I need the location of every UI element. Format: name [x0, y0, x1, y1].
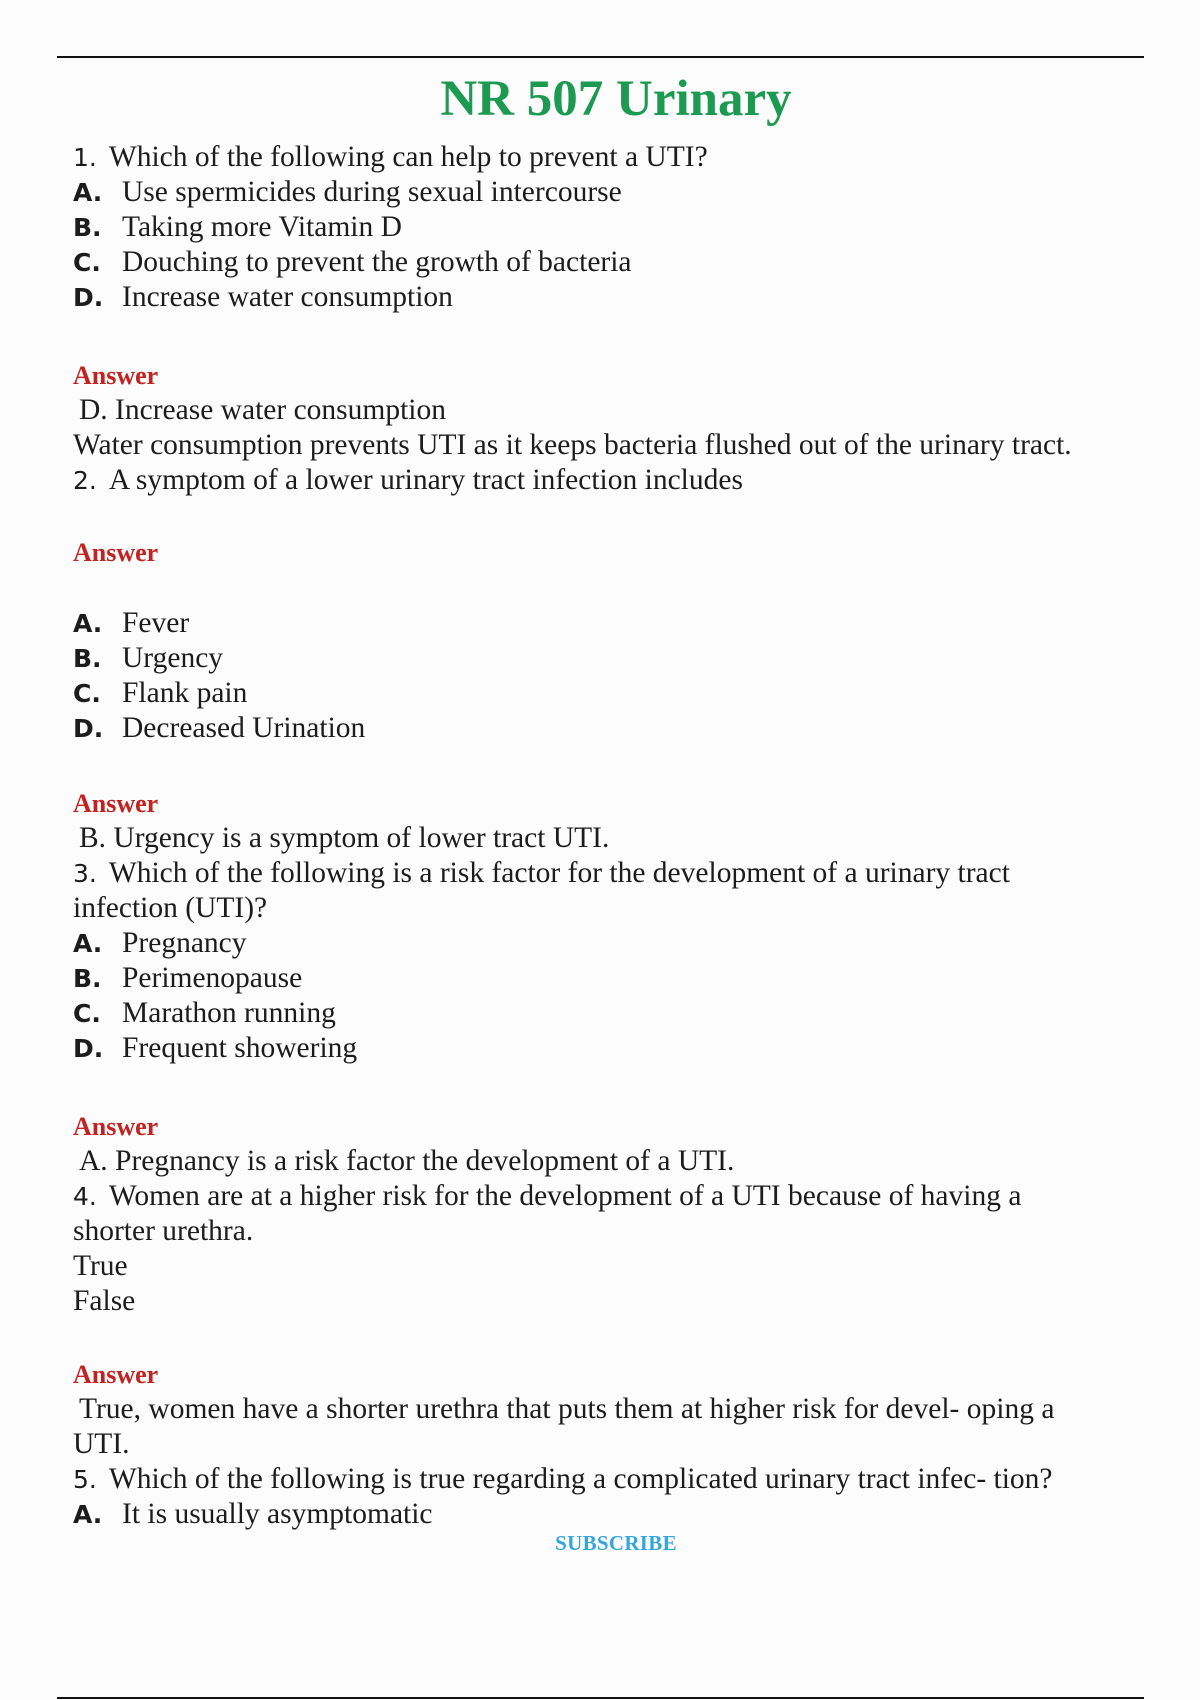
- option-letter: A.: [73, 178, 103, 207]
- option-text: Use spermicides during sexual intercourse: [122, 176, 622, 208]
- answer-explanation: Water consumption prevents UTI as it keeps bacteria flushed out of the urinary tract.: [73, 429, 1072, 461]
- question-number: 2.: [73, 466, 97, 495]
- option-text: Increase water consumption: [122, 281, 453, 313]
- answer-label: Answer: [73, 789, 159, 818]
- option-text: Frequent showering: [122, 1032, 358, 1064]
- bottom-rule: [57, 1697, 1144, 1699]
- question-2: [73, 463, 1148, 498]
- option-text: Decreased Urination: [122, 712, 366, 744]
- option-c: [73, 996, 1148, 1031]
- option-letter: B.: [73, 964, 102, 993]
- option-a: [73, 175, 1148, 210]
- option-letter: B.: [73, 213, 102, 242]
- question-number: 5.: [73, 1465, 97, 1494]
- option-text: Fever: [122, 607, 190, 639]
- answer-label: Answer: [73, 1112, 159, 1141]
- option-d: [73, 711, 1148, 746]
- option-b: [73, 641, 1148, 676]
- option-letter: D.: [73, 283, 104, 312]
- option-text: Taking more Vitamin D: [122, 211, 402, 243]
- option-false: False: [73, 1285, 136, 1317]
- question-text: Women are at a higher risk for the development of a UTI because of having a: [108, 1180, 1022, 1212]
- question-text: Which of the following is a risk factor for the development of a urinary tract: [108, 857, 1010, 889]
- option-letter: A.: [73, 929, 103, 958]
- answer-text-continued: UTI.: [73, 1428, 130, 1460]
- option-letter: C.: [73, 679, 101, 708]
- question-5: [73, 1462, 1148, 1497]
- option-text: It is usually asymptomatic: [122, 1498, 433, 1530]
- option-letter: D.: [73, 714, 104, 743]
- question-text-continued: shorter urethra.: [73, 1215, 254, 1247]
- option-text: Perimenopause: [122, 962, 303, 994]
- question-number: 3.: [73, 859, 97, 888]
- spacer: [73, 570, 1148, 606]
- option-true: True: [73, 1250, 128, 1282]
- question-number: 4.: [73, 1182, 97, 1211]
- option-a: [73, 926, 1148, 961]
- option-text: Pregnancy: [122, 927, 247, 959]
- question-text-continued: infection (UTI)?: [73, 892, 268, 924]
- question-1: [73, 140, 1148, 175]
- option-b: [73, 961, 1148, 996]
- page-title: NR 507 Urinary: [440, 71, 792, 127]
- option-letter: B.: [73, 644, 102, 673]
- option-letter: A.: [73, 1500, 103, 1529]
- option-letter: A.: [73, 609, 103, 638]
- option-text: Marathon running: [122, 997, 336, 1029]
- answer-text: True, women have a shorter urethra that puts them at higher risk for devel- oping a: [79, 1393, 1055, 1425]
- answer-label: Answer: [73, 1360, 159, 1389]
- answer-text: D. Increase water consumption: [79, 394, 446, 426]
- option-letter: C.: [73, 999, 101, 1028]
- option-c: [73, 676, 1148, 711]
- option-d: [73, 1031, 1148, 1066]
- option-d: [73, 280, 1148, 315]
- option-text: Douching to prevent the growth of bacteria: [122, 246, 632, 278]
- subscribe-link[interactable]: SUBSCRIBE: [555, 1531, 677, 1555]
- question-4: [73, 1179, 1148, 1214]
- question-number: 1.: [73, 143, 97, 172]
- answer-label: Answer: [73, 361, 159, 390]
- top-rule: [57, 56, 1144, 58]
- question-text: Which of the following is true regarding a complicated urinary tract infec- tion?: [108, 1463, 1053, 1495]
- option-b: [73, 210, 1148, 245]
- option-text: Urgency: [122, 642, 224, 674]
- option-letter: C.: [73, 248, 101, 277]
- option-a: [73, 1497, 1148, 1532]
- question-text: Which of the following can help to prevent a UTI?: [108, 141, 708, 173]
- option-text: Flank pain: [122, 677, 248, 709]
- document-body: [73, 140, 1148, 1532]
- answer-text: A. Pregnancy is a risk factor the development of a UTI.: [79, 1145, 735, 1177]
- option-a: [73, 606, 1148, 641]
- question-text: A symptom of a lower urinary tract infection includes: [108, 464, 743, 496]
- answer-label: Answer: [73, 538, 159, 567]
- option-c: [73, 245, 1148, 280]
- option-letter: D.: [73, 1034, 104, 1063]
- question-3: [73, 856, 1148, 891]
- answer-text: B. Urgency is a symptom of lower tract UTI.: [79, 822, 610, 854]
